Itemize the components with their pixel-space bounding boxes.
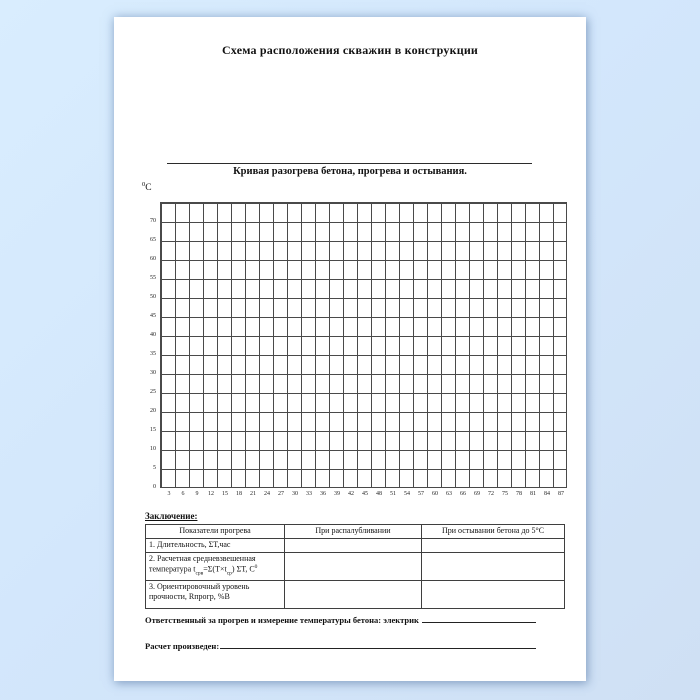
y-tick-label: 0 (153, 483, 156, 490)
table-header-row (146, 525, 565, 539)
y-tick-label: 15 (150, 426, 156, 433)
table-row-strength (146, 581, 565, 609)
x-tick-label: 24 (264, 491, 270, 497)
temp-label-part: 2. Расчетная средневзвешенная температура t (149, 554, 256, 574)
x-tick-label: 33 (306, 491, 312, 497)
x-tick-label: 15 (222, 491, 228, 497)
x-tick-label: 72 (488, 491, 494, 497)
x-tick-label: 81 (530, 491, 536, 497)
temp-superscript: 0 (254, 564, 258, 570)
duration-stripping-cell[interactable] (285, 539, 422, 553)
row-label-strength: 3. Ориентировочный уровень прочности, Rпрогр, %В (146, 581, 285, 609)
x-tick-label: 39 (334, 491, 340, 497)
calculation-blank[interactable] (220, 640, 536, 649)
calculation-line (145, 640, 569, 651)
x-tick-label: 60 (432, 491, 438, 497)
responsible-signature-blank[interactable] (422, 614, 536, 623)
y-tick-label: 20 (150, 407, 156, 414)
responsible-line (145, 614, 569, 625)
x-tick-label: 9 (195, 491, 199, 497)
x-tick-label: 54 (404, 491, 410, 497)
x-tick-label: 3 (167, 491, 171, 497)
x-tick-label: 36 (320, 491, 326, 497)
x-tick-label: 27 (278, 491, 284, 497)
y-axis-unit-label (142, 181, 152, 193)
table-row-duration (146, 539, 565, 553)
x-tick-label: 75 (502, 491, 508, 497)
y-tick-label: 55 (150, 274, 156, 281)
y-tick-label: 70 (150, 217, 156, 224)
x-tick-label: 63 (446, 491, 452, 497)
x-tick-label: 12 (208, 491, 214, 497)
chart-title: Кривая разогрева бетона, прогрева и остывания. (233, 166, 467, 177)
x-tick-label: 6 (181, 491, 185, 497)
y-tick-label: 30 (150, 369, 156, 376)
y-tick-label: 5 (153, 464, 156, 471)
temp-formula-part: =Σ(Т×t (203, 564, 227, 574)
duration-cooling-cell[interactable] (422, 539, 565, 553)
x-tick-label: 84 (544, 491, 550, 497)
chart-grid (160, 202, 567, 488)
page-title: Схема расположения скважин в конструкции (221, 43, 479, 57)
x-tick-label: 42 (348, 491, 354, 497)
row-label-duration: 1. Длительность, ΣТ,час (146, 539, 285, 553)
x-tick-label: 78 (516, 491, 522, 497)
y-tick-label: 60 (150, 255, 156, 262)
temp-subscript-2: ср (226, 570, 232, 577)
x-tick-label: 18 (236, 491, 242, 497)
y-tick-label: 45 (150, 312, 156, 319)
col-header-cooling: При остывании бетона до 5°С (422, 525, 565, 539)
conclusion-heading: Заключение: (145, 511, 198, 521)
y-axis-ticks (128, 202, 156, 488)
x-tick-label: 57 (418, 491, 424, 497)
temp-unit-part: ) ΣТ, С (231, 564, 255, 574)
table-row-temperature (146, 553, 565, 581)
x-axis-ticks (160, 491, 567, 501)
temperature-cooling-cell[interactable] (422, 553, 565, 581)
y-tick-label: 10 (150, 445, 156, 452)
x-tick-label: 69 (474, 491, 480, 497)
col-header-stripping: При распалубливании (285, 525, 422, 539)
document-page (114, 17, 586, 681)
y-tick-label: 50 (150, 293, 156, 300)
unit-letter: С (145, 183, 152, 194)
x-tick-label: 87 (558, 491, 564, 497)
y-tick-label: 40 (150, 331, 156, 338)
x-tick-label: 66 (460, 491, 466, 497)
x-tick-label: 45 (362, 491, 368, 497)
x-tick-label: 48 (376, 491, 382, 497)
temp-subscript: срв (195, 570, 204, 577)
row-label-temperature (146, 553, 285, 581)
strength-stripping-cell[interactable] (285, 581, 422, 609)
col-header-indicators: Показатели прогрева (146, 525, 285, 539)
y-tick-label: 65 (150, 236, 156, 243)
unit-superscript: 0 (142, 181, 146, 188)
temperature-stripping-cell[interactable] (285, 553, 422, 581)
y-tick-label: 35 (150, 350, 156, 357)
calculation-label: Расчет произведен: (145, 641, 220, 651)
separator-line (167, 163, 532, 164)
strength-cooling-cell[interactable] (422, 581, 565, 609)
conclusion-table (145, 524, 565, 609)
x-tick-label: 21 (250, 491, 256, 497)
x-tick-label: 30 (292, 491, 298, 497)
responsible-label: Ответственный за прогрев и измерение температуры бетона: электрик (145, 615, 419, 625)
y-tick-label: 25 (150, 388, 156, 395)
x-tick-label: 51 (390, 491, 396, 497)
